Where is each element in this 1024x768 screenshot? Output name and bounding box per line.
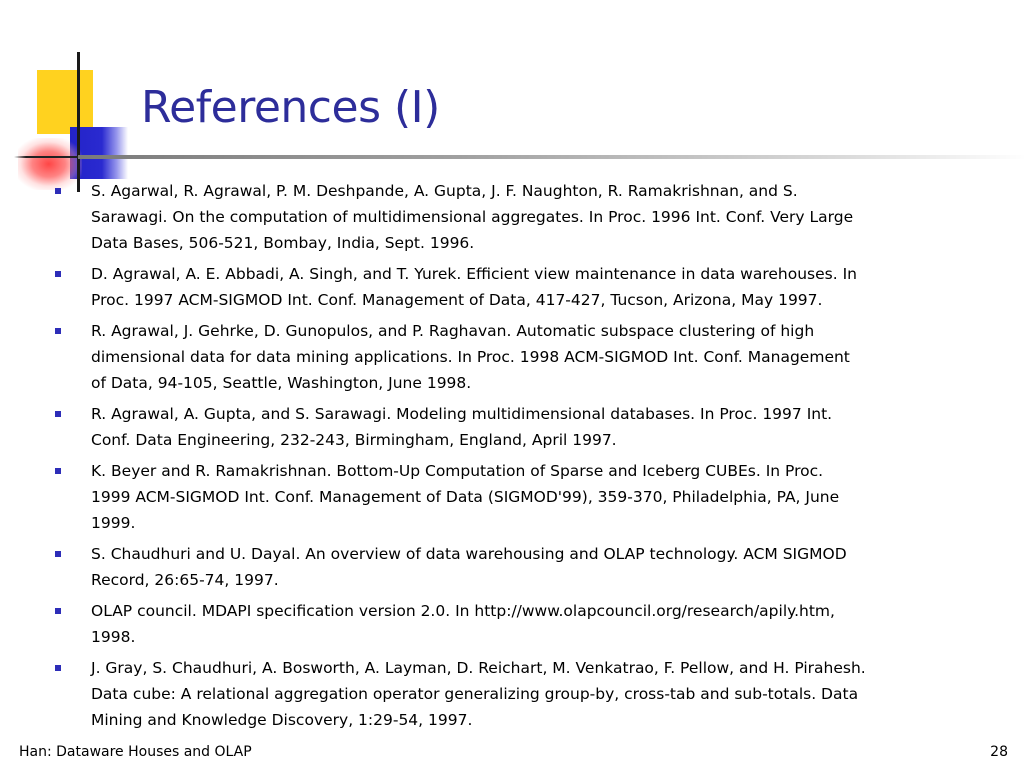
reference-text: R. Agrawal, J. Gehrke, D. Gunopulos, and P. Raghavan. Automatic subspace clustering of high dimensional data for data mining applications. In Proc. 1998 ACM-SIGMOD Int. Conf. Management of Data, 94-105, Seattle, Washington, June 1998.: [91, 322, 850, 392]
bullet-icon: [55, 608, 61, 614]
bullet-icon: [55, 188, 61, 194]
title-divider: [78, 155, 1024, 159]
reference-text: OLAP council. MDAPI specification version 2.0. In http://www.olapcouncil.org/research/apily.htm, 1998.: [91, 602, 835, 646]
reference-item: [52, 178, 992, 256]
bullet-icon: [55, 468, 61, 474]
reference-item: [52, 655, 992, 733]
reference-item: [52, 598, 992, 650]
reference-text: R. Agrawal, A. Gupta, and S. Sarawagi. Modeling multidimensional databases. In Proc. 1997 Int. Conf. Data Engineering, 232-243, Birmingham, England, April 1997.: [91, 405, 833, 449]
bullet-icon: [55, 328, 61, 334]
reference-text: S. Agarwal, R. Agrawal, P. M. Deshpande, A. Gupta, J. F. Naughton, R. Ramakrishnan, and S. Sarawagi. On the computation of multidimensional aggregates. In Proc. 1996 Int. Conf. Very Large Data Bases, 506-521, Bombay, India, Sept. 1996.: [91, 182, 854, 252]
reference-text: K. Beyer and R. Ramakrishnan. Bottom-Up Computation of Sparse and Iceberg CUBEs. In Proc. 1999 ACM-SIGMOD Int. Conf. Management of Data (SIGMOD'99), 359-370, Philadelphia, PA, June 1999.: [91, 462, 840, 532]
reference-list: [52, 178, 992, 738]
bullet-icon: [55, 551, 61, 557]
logo-yellow-square: [37, 70, 93, 134]
reference-item: [52, 318, 992, 396]
bullet-icon: [55, 665, 61, 671]
reference-text: J. Gray, S. Chaudhuri, A. Bosworth, A. Layman, D. Reichart, M. Venkatrao, F. Pellow, and H. Pirahesh. Data cube: A relational aggregation operator generalizing group-by, cross-tab and sub-totals. Data Mining and Knowledge Discovery, 1:29-54, 1997.: [91, 659, 866, 729]
reference-item: [52, 541, 992, 593]
reference-item: [52, 261, 992, 313]
reference-text: D. Agrawal, A. E. Abbadi, A. Singh, and T. Yurek. Efficient view maintenance in data warehouses. In Proc. 1997 ACM-SIGMOD Int. Conf. Management of Data, 417-427, Tucson, Arizona, May 1997.: [91, 265, 857, 309]
footer-course-title: Han: Dataware Houses and OLAP: [19, 744, 252, 760]
bullet-icon: [55, 411, 61, 417]
reference-item: [52, 458, 992, 536]
reference-item: [52, 401, 992, 453]
logo-vertical-line: [77, 52, 80, 192]
bullet-icon: [55, 271, 61, 277]
reference-text: S. Chaudhuri and U. Dayal. An overview of data warehousing and OLAP technology. ACM SIGMOD Record, 26:65-74, 1997.: [91, 545, 847, 589]
slide-title: References (I): [141, 82, 440, 133]
page-number: 28: [990, 744, 1008, 760]
